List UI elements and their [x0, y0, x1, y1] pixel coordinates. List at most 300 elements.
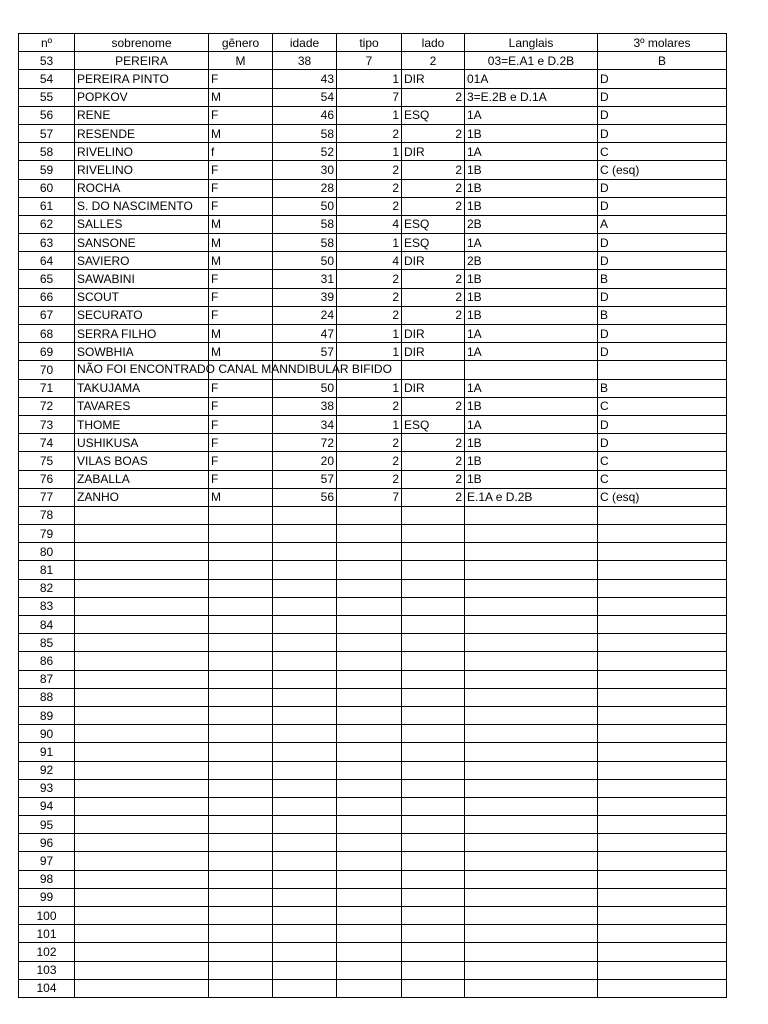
cell-sobrenome	[75, 852, 209, 870]
table-row	[19, 506, 727, 524]
header-tipo: tipo	[337, 34, 402, 52]
cell-tipo	[337, 834, 402, 852]
cell-langlais: 1A	[465, 143, 598, 161]
cell-lado: DIR	[402, 343, 465, 361]
cell-sobrenome: SALLES	[75, 215, 209, 233]
cell-tipo	[337, 525, 402, 543]
cell-tipo	[337, 961, 402, 979]
cell-genero	[209, 670, 273, 688]
cell-genero	[209, 543, 273, 561]
cell-n: 96	[19, 834, 75, 852]
cell-lado: DIR	[402, 143, 465, 161]
cell-n: 66	[19, 288, 75, 306]
cell-tipo: 2	[337, 470, 402, 488]
cell-lado	[402, 706, 465, 724]
cell-genero	[209, 870, 273, 888]
cell-lado	[402, 616, 465, 634]
cell-n: 77	[19, 488, 75, 506]
cell-tipo	[337, 616, 402, 634]
cell-lado	[402, 634, 465, 652]
cell-tipo: 1	[337, 379, 402, 397]
table-row	[19, 525, 727, 543]
cell-molares	[598, 506, 727, 524]
header-lado: lado	[402, 34, 465, 52]
cell-lado	[402, 743, 465, 761]
cell-molares: D	[598, 106, 727, 124]
data-table	[18, 33, 727, 998]
cell-idade	[273, 925, 337, 943]
cell-tipo	[337, 816, 402, 834]
cell-molares	[598, 888, 727, 906]
cell-n: 100	[19, 907, 75, 925]
cell-tipo	[337, 597, 402, 615]
cell-langlais	[465, 597, 598, 615]
cell-molares	[598, 834, 727, 852]
cell-langlais	[465, 925, 598, 943]
cell-genero	[209, 961, 273, 979]
cell-sobrenome	[75, 907, 209, 925]
table-row	[19, 434, 727, 452]
cell-tipo: 2	[337, 124, 402, 142]
cell-n: 63	[19, 234, 75, 252]
cell-langlais: 3=E.2B e D.1A	[465, 88, 598, 106]
cell-tipo: 7	[337, 88, 402, 106]
cell-tipo	[337, 688, 402, 706]
cell-sobrenome	[75, 634, 209, 652]
cell-genero	[209, 525, 273, 543]
cell-idade	[273, 579, 337, 597]
cell-tipo: 2	[337, 452, 402, 470]
table-row	[19, 197, 727, 215]
table-row	[19, 252, 727, 270]
cell-lado: DIR	[402, 379, 465, 397]
cell-idade: 50	[273, 379, 337, 397]
cell-molares: B	[598, 270, 727, 288]
cell-genero	[209, 907, 273, 925]
cell-lado	[402, 779, 465, 797]
cell-idade	[273, 907, 337, 925]
cell-tipo	[337, 743, 402, 761]
cell-sobrenome	[75, 506, 209, 524]
cell-langlais	[465, 706, 598, 724]
cell-sobrenome: SCOUT	[75, 288, 209, 306]
cell-langlais: E.1A e D.2B	[465, 488, 598, 506]
cell-lado	[402, 925, 465, 943]
cell-sobrenome: VILAS BOAS	[75, 452, 209, 470]
cell-lado: 2	[402, 52, 465, 70]
cell-n: 84	[19, 616, 75, 634]
cell-sobrenome: SERRA FILHO	[75, 325, 209, 343]
table-row	[19, 379, 727, 397]
cell-molares	[598, 579, 727, 597]
cell-lado: 2	[402, 288, 465, 306]
cell-idade	[273, 943, 337, 961]
cell-empty	[402, 361, 465, 379]
table-row	[19, 616, 727, 634]
cell-genero: f	[209, 143, 273, 161]
note-text: NÃO FOI ENCONTRADO CANAL MANNDIBULAR BIFIDO	[77, 362, 392, 377]
cell-langlais: 1B	[465, 470, 598, 488]
cell-lado	[402, 597, 465, 615]
cell-molares	[598, 652, 727, 670]
cell-tipo: 2	[337, 179, 402, 197]
cell-idade	[273, 706, 337, 724]
cell-genero: F	[209, 379, 273, 397]
cell-langlais	[465, 543, 598, 561]
cell-n: 91	[19, 743, 75, 761]
cell-langlais: 1A	[465, 415, 598, 433]
cell-molares	[598, 525, 727, 543]
cell-sobrenome: RESENDE	[75, 124, 209, 142]
cell-langlais: 1A	[465, 343, 598, 361]
cell-tipo: 1	[337, 325, 402, 343]
cell-genero: F	[209, 106, 273, 124]
cell-genero	[209, 761, 273, 779]
cell-n: 92	[19, 761, 75, 779]
cell-sobrenome	[75, 616, 209, 634]
cell-genero	[209, 943, 273, 961]
cell-langlais: 1B	[465, 306, 598, 324]
cell-molares	[598, 670, 727, 688]
cell-n: 80	[19, 543, 75, 561]
cell-genero	[209, 743, 273, 761]
cell-idade	[273, 852, 337, 870]
cell-langlais	[465, 816, 598, 834]
table-row	[19, 452, 727, 470]
cell-tipo: 1	[337, 343, 402, 361]
cell-molares	[598, 979, 727, 997]
cell-molares	[598, 761, 727, 779]
table-row	[19, 816, 727, 834]
cell-lado: DIR	[402, 325, 465, 343]
cell-langlais: 1B	[465, 452, 598, 470]
cell-n: 58	[19, 143, 75, 161]
table-row	[19, 106, 727, 124]
cell-n: 65	[19, 270, 75, 288]
cell-lado	[402, 725, 465, 743]
cell-idade	[273, 506, 337, 524]
cell-langlais	[465, 779, 598, 797]
cell-molares: D	[598, 70, 727, 88]
cell-sobrenome	[75, 561, 209, 579]
cell-genero: F	[209, 179, 273, 197]
cell-langlais	[465, 979, 598, 997]
table-row	[19, 70, 727, 88]
cell-genero: F	[209, 270, 273, 288]
cell-sobrenome	[75, 870, 209, 888]
cell-tipo: 1	[337, 70, 402, 88]
cell-molares	[598, 688, 727, 706]
cell-sobrenome	[75, 543, 209, 561]
table-row	[19, 725, 727, 743]
cell-genero	[209, 725, 273, 743]
cell-n: 97	[19, 852, 75, 870]
cell-tipo	[337, 634, 402, 652]
cell-n: 78	[19, 506, 75, 524]
cell-langlais: 1B	[465, 397, 598, 415]
cell-genero: F	[209, 470, 273, 488]
cell-n: 68	[19, 325, 75, 343]
cell-idade: 38	[273, 52, 337, 70]
cell-lado	[402, 961, 465, 979]
cell-n: 75	[19, 452, 75, 470]
cell-n: 76	[19, 470, 75, 488]
header-idade: idade	[273, 34, 337, 52]
cell-idade: 39	[273, 288, 337, 306]
cell-n: 70	[19, 361, 75, 379]
cell-n: 89	[19, 706, 75, 724]
cell-lado	[402, 543, 465, 561]
cell-lado	[402, 888, 465, 906]
cell-sobrenome	[75, 761, 209, 779]
cell-genero	[209, 561, 273, 579]
cell-sobrenome: SAWABINI	[75, 270, 209, 288]
cell-n: 90	[19, 725, 75, 743]
cell-lado	[402, 670, 465, 688]
cell-langlais: 1B	[465, 179, 598, 197]
cell-molares: C	[598, 143, 727, 161]
cell-langlais	[465, 652, 598, 670]
cell-lado: DIR	[402, 252, 465, 270]
cell-genero: F	[209, 452, 273, 470]
cell-idade: 54	[273, 88, 337, 106]
cell-n: 88	[19, 688, 75, 706]
cell-genero	[209, 616, 273, 634]
cell-lado	[402, 852, 465, 870]
table-row	[19, 161, 727, 179]
cell-lado	[402, 797, 465, 815]
cell-tipo	[337, 979, 402, 997]
cell-molares	[598, 961, 727, 979]
cell-molares: D	[598, 124, 727, 142]
cell-sobrenome: POPKOV	[75, 88, 209, 106]
cell-langlais: 1B	[465, 270, 598, 288]
cell-tipo: 4	[337, 215, 402, 233]
cell-idade: 58	[273, 124, 337, 142]
cell-langlais: 1A	[465, 106, 598, 124]
table-row	[19, 743, 727, 761]
cell-sobrenome	[75, 779, 209, 797]
table-row	[19, 561, 727, 579]
cell-molares	[598, 616, 727, 634]
cell-genero: M	[209, 124, 273, 142]
cell-langlais	[465, 888, 598, 906]
cell-idade: 56	[273, 488, 337, 506]
cell-langlais	[465, 561, 598, 579]
cell-n: 57	[19, 124, 75, 142]
table-row	[19, 415, 727, 433]
cell-n: 56	[19, 106, 75, 124]
cell-sobrenome: RENE	[75, 106, 209, 124]
cell-lado	[402, 816, 465, 834]
cell-genero	[209, 579, 273, 597]
table-row	[19, 907, 727, 925]
cell-langlais	[465, 670, 598, 688]
cell-idade	[273, 888, 337, 906]
cell-langlais: 03=E.A1 e D.2B	[465, 52, 598, 70]
cell-idade: 58	[273, 215, 337, 233]
header-n: nº	[19, 34, 75, 52]
cell-lado	[402, 652, 465, 670]
cell-molares: A	[598, 215, 727, 233]
cell-n: 53	[19, 52, 75, 70]
cell-sobrenome	[75, 725, 209, 743]
cell-sobrenome: SAVIERO	[75, 252, 209, 270]
table-row	[19, 961, 727, 979]
cell-n: 85	[19, 634, 75, 652]
table-row	[19, 779, 727, 797]
cell-langlais: 2B	[465, 215, 598, 233]
cell-sobrenome: USHIKUSA	[75, 434, 209, 452]
cell-tipo	[337, 779, 402, 797]
cell-genero: F	[209, 288, 273, 306]
cell-molares	[598, 907, 727, 925]
cell-n: 74	[19, 434, 75, 452]
cell-n: 102	[19, 943, 75, 961]
cell-genero: F	[209, 161, 273, 179]
cell-tipo	[337, 761, 402, 779]
cell-n: 62	[19, 215, 75, 233]
cell-langlais	[465, 616, 598, 634]
cell-langlais: 1B	[465, 434, 598, 452]
cell-empty	[465, 361, 598, 379]
cell-genero: M	[209, 252, 273, 270]
cell-idade	[273, 797, 337, 815]
cell-lado	[402, 979, 465, 997]
cell-note	[75, 361, 392, 379]
cell-molares	[598, 870, 727, 888]
cell-idade: 52	[273, 143, 337, 161]
cell-idade: 38	[273, 397, 337, 415]
cell-genero: M	[209, 343, 273, 361]
cell-genero: M	[209, 234, 273, 252]
cell-molares	[598, 597, 727, 615]
table-row	[19, 288, 727, 306]
cell-langlais	[465, 907, 598, 925]
cell-n: 60	[19, 179, 75, 197]
cell-n: 95	[19, 816, 75, 834]
cell-idade	[273, 688, 337, 706]
cell-sobrenome	[75, 888, 209, 906]
cell-idade	[273, 761, 337, 779]
cell-lado: 2	[402, 397, 465, 415]
cell-lado	[402, 761, 465, 779]
cell-molares: D	[598, 252, 727, 270]
table-row	[19, 325, 727, 343]
cell-idade: 50	[273, 252, 337, 270]
cell-idade	[273, 743, 337, 761]
cell-molares: D	[598, 288, 727, 306]
cell-lado	[402, 506, 465, 524]
table-body	[19, 52, 727, 998]
cell-n: 73	[19, 415, 75, 433]
cell-molares: D	[598, 415, 727, 433]
table-row	[19, 543, 727, 561]
cell-genero: F	[209, 434, 273, 452]
cell-langlais: 1A	[465, 379, 598, 397]
cell-idade: 43	[273, 70, 337, 88]
cell-lado: 2	[402, 124, 465, 142]
cell-genero: M	[209, 325, 273, 343]
cell-n: 81	[19, 561, 75, 579]
cell-tipo	[337, 579, 402, 597]
table-row	[19, 397, 727, 415]
table-row	[19, 124, 727, 142]
cell-n: 93	[19, 779, 75, 797]
cell-tipo: 1	[337, 415, 402, 433]
cell-lado: 2	[402, 270, 465, 288]
cell-n: 94	[19, 797, 75, 815]
cell-lado	[402, 688, 465, 706]
cell-idade: 30	[273, 161, 337, 179]
table-row	[19, 343, 727, 361]
cell-molares: D	[598, 434, 727, 452]
cell-molares	[598, 852, 727, 870]
cell-genero	[209, 925, 273, 943]
cell-tipo	[337, 797, 402, 815]
cell-langlais	[465, 506, 598, 524]
cell-sobrenome	[75, 979, 209, 997]
cell-genero: F	[209, 197, 273, 215]
header-molares: 3º molares	[598, 34, 727, 52]
cell-langlais	[465, 525, 598, 543]
cell-langlais	[465, 688, 598, 706]
cell-lado: 2	[402, 306, 465, 324]
cell-genero	[209, 597, 273, 615]
table-row	[19, 234, 727, 252]
cell-idade: 24	[273, 306, 337, 324]
cell-empty	[598, 361, 727, 379]
cell-molares	[598, 797, 727, 815]
cell-langlais	[465, 852, 598, 870]
cell-langlais	[465, 743, 598, 761]
table-row	[19, 597, 727, 615]
header-genero: gênero	[209, 34, 273, 52]
cell-idade: 28	[273, 179, 337, 197]
cell-n: 55	[19, 88, 75, 106]
cell-molares	[598, 543, 727, 561]
cell-molares	[598, 561, 727, 579]
cell-sobrenome	[75, 597, 209, 615]
table-row	[19, 870, 727, 888]
cell-n: 69	[19, 343, 75, 361]
header-sobrenome: sobrenome	[75, 34, 209, 52]
cell-n: 61	[19, 197, 75, 215]
cell-molares: D	[598, 234, 727, 252]
cell-molares: D	[598, 197, 727, 215]
cell-sobrenome: S. DO NASCIMENTO	[75, 197, 209, 215]
cell-genero: M	[209, 215, 273, 233]
cell-sobrenome	[75, 797, 209, 815]
cell-sobrenome: THOME	[75, 415, 209, 433]
cell-idade	[273, 834, 337, 852]
cell-tipo	[337, 506, 402, 524]
cell-genero	[209, 506, 273, 524]
cell-genero	[209, 979, 273, 997]
cell-sobrenome: ZABALLA	[75, 470, 209, 488]
cell-tipo	[337, 925, 402, 943]
cell-genero: F	[209, 306, 273, 324]
cell-idade	[273, 616, 337, 634]
cell-lado: 2	[402, 197, 465, 215]
table-row	[19, 88, 727, 106]
cell-molares	[598, 725, 727, 743]
table-row	[19, 361, 727, 379]
cell-idade: 72	[273, 434, 337, 452]
cell-genero	[209, 779, 273, 797]
cell-genero: F	[209, 397, 273, 415]
cell-langlais	[465, 870, 598, 888]
